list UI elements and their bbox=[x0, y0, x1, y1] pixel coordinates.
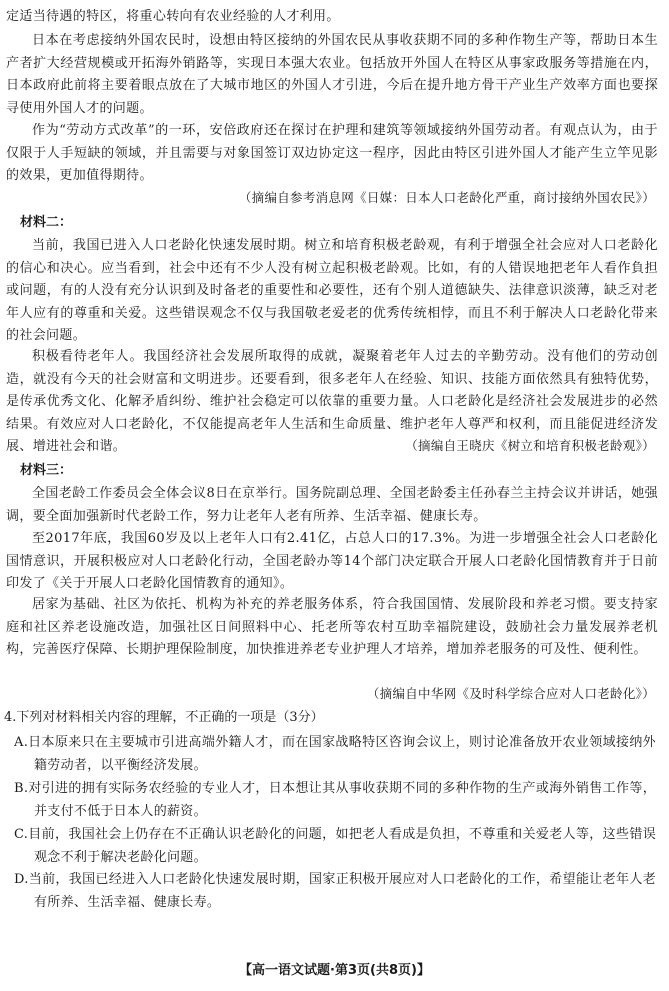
material2-heading: 材料二： bbox=[20, 215, 73, 230]
material1-paragraph-2: 作为“劳动方式改革”的一环，安倍政府还在探讨在护理和建筑等领域接纳外国劳动者。有观点认为，由于仅限于人手短缺的领域，并且需要与对象国签订双边协定这一程序，因此由特区引进外国人才能产生立竿见影的效果，更加值得期待。 bbox=[6, 123, 658, 183]
question-4-option-b: B.对引进的拥有实际务农经验的专业人才，日本想让其从事收获期不同的多种作物的生产或海外销售工作等，并支付不低于日本人的薪资。 bbox=[14, 781, 656, 819]
page-footer: 【高一语文试题·第3页(共8页)】 bbox=[239, 963, 430, 978]
material2-paragraph-1: 当前，我国已进入人口老龄化快速发展时期。树立和培育积极老龄观，有利于增强全社会应对人口老龄化的信心和决心。应当看到，社会中还有不少人没有树立起积极老龄观。比如，有的人错误地把老年人看作負担或问题，有的人没有充分认识到及时备老的重要性和必要性，还有个别人道德缺失、法律意识淡薄，缺乏对老年人应有的尊重和关爱。这些错误观念不仅与我国敬老爱老的优秀传统相悖，而且不利于解决人口老龄化带来的社会问题。 bbox=[6, 238, 658, 343]
material2-paragraph-2: 积极看待老年人。我国经济社会发展所取得的成就，凝聚着老年人过去的辛勤劳动。没有他们的劳动创造，就没有今天的社会财富和文明进步。还要看到，很多老年人在经验、知识、技能方面依然具有独特优势，是传承优秀文化、化解矛盾纠纷、维护社会稳定可以依靠的重要力量。人口老龄化是经济社会发展进步的必然结果。有效应对人口老龄化，不仅能提高老年人生活和生命质量、维护老年人尊严和权利，而且能促进经济发展、增进社会和谐。 bbox=[6, 349, 658, 454]
question-4-option-a: A.日本原来只在主要城市引进高端外籍人才，而在国家战略特区咨询会议上，则讨论准备放开农业领域接纳外籍劳动者，以平衡经济发展。 bbox=[14, 735, 656, 773]
material1-source: （摘编自参考消息网《日媒：日本人口老龄化严重，商讨接纳外国农民》） bbox=[238, 190, 655, 205]
question-4-option-d: D.当前，我国已经进入人口老龄化快速发展时期，国家正积极开展应对人口老龄化的工作，希望能让老年人老有所养、生活幸福、健康长寿。 bbox=[14, 872, 656, 910]
material3-paragraph-2: 至2017年底，我国60岁及以上老年人口有2.41亿，占总人口的17.3%。为进一步增强全社会人口老龄化国情意识，开展积极应对人口老龄化行动，全国老龄办等14个部门决定联合开展人口老龄化国情教育并于日前印发了《关于开展人口老龄化国情教育的通知》。 bbox=[6, 531, 658, 591]
material2-source: （摘编自王晓庆《树立和培育积极老龄观》） bbox=[405, 438, 655, 453]
material1-paragraph-0: 定适当待遇的特区，将重心转向有农业经验的人才利用。 bbox=[6, 9, 340, 24]
question-4-stem: 4.下列对材料相关内容的理解，不正确的一项是（3分） bbox=[4, 710, 324, 725]
material1-paragraph-1: 日本在考虑接纳外国农民时，设想由特区接纳的外国农民从事收获期不同的多种作物生产等，帮助日本生产者扩大经营规模或开拓海外销路等，实现日本强大农业。包括放开外国人在特区从事家政服务等措施在内，日本政府此前将主要着眼点放在了大城市地区的外国人才引进，今后在提升地方骨干产业生产效率方面也要探寻使用外国人才的问题。 bbox=[6, 33, 658, 116]
material3-source: （摘编自中华网《及时科学综合应对人口老龄化》） bbox=[366, 686, 655, 701]
material3-heading: 材料三： bbox=[20, 463, 73, 478]
material3-paragraph-1: 全国老龄工作委员会全体会议8日在京举行。国务院副总理、全国老龄委主任孙春兰主持会议并讲话，她强调，要全面加强新时代老龄工作，努力让老年人老有所养、生活幸福、健康长寿。 bbox=[6, 486, 658, 524]
material3-paragraph-3: 居家为基础、社区为依托、机构为补充的养老服务体系，符合我国国情、发展阶段和养老习惯。要支持家庭和社区养老设施改造，加强社区日间照料中心、托老所等农村互助幸福院建设，鼓励社会力量发展养老机构，完善医疗保障、长期护理保险制度，加快推进养老专业护理人才培养，增加养老服务的可及性、便利性。 bbox=[6, 597, 658, 657]
question-4-option-c: C.目前，我国社会上仍存在不正确认识老龄化的问题，如把老人看成是负担，不尊重和关爱老人等，这些错误观念不利于解决老龄化问题。 bbox=[14, 827, 656, 865]
